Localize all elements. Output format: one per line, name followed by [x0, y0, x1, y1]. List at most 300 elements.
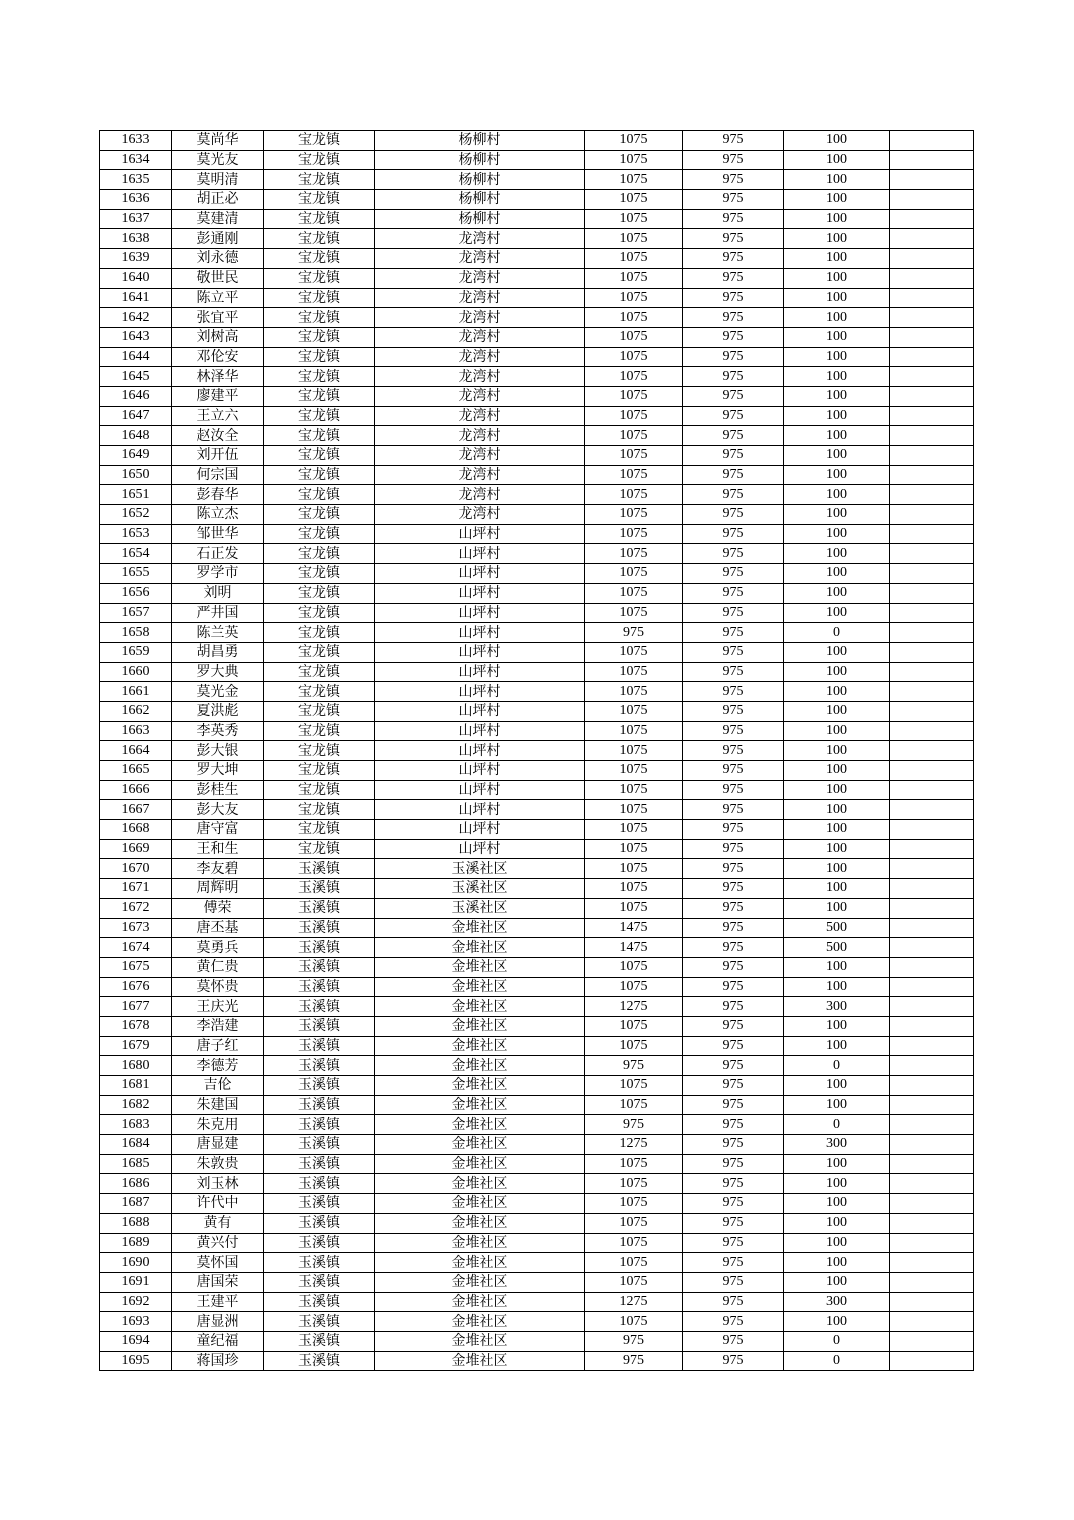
- difference-cell: 100: [784, 288, 890, 308]
- table-row: [100, 190, 974, 210]
- remark-cell: [890, 465, 974, 485]
- village-cell: 山坪村: [375, 642, 585, 662]
- village-cell: 杨柳村: [375, 190, 585, 210]
- name-cell: 李浩建: [172, 1016, 264, 1036]
- base-amount-cell: 975: [683, 977, 784, 997]
- name-cell: 彭春华: [172, 485, 264, 505]
- base-amount-cell: 975: [683, 446, 784, 466]
- row-number-cell: 1663: [100, 721, 172, 741]
- town-cell: 宝龙镇: [264, 131, 375, 151]
- base-amount-cell: 975: [683, 623, 784, 643]
- town-cell: 玉溪镇: [264, 1331, 375, 1351]
- village-cell: 金堆社区: [375, 1016, 585, 1036]
- base-amount-cell: 975: [683, 1174, 784, 1194]
- town-cell: 宝龙镇: [264, 406, 375, 426]
- base-amount-cell: 975: [683, 524, 784, 544]
- remark-cell: [890, 1036, 974, 1056]
- table-row: [100, 642, 974, 662]
- difference-cell: 100: [784, 1253, 890, 1273]
- remark-cell: [890, 170, 974, 190]
- difference-cell: 100: [784, 229, 890, 249]
- town-cell: 宝龙镇: [264, 662, 375, 682]
- village-cell: 金堆社区: [375, 1056, 585, 1076]
- remark-cell: [890, 839, 974, 859]
- base-amount-cell: 975: [683, 603, 784, 623]
- amount-cell: 1075: [585, 957, 683, 977]
- village-cell: 龙湾村: [375, 386, 585, 406]
- remark-cell: [890, 150, 974, 170]
- amount-cell: 975: [585, 623, 683, 643]
- village-cell: 山坪村: [375, 564, 585, 584]
- name-cell: 莫尚华: [172, 131, 264, 151]
- row-number-cell: 1641: [100, 288, 172, 308]
- table-row: [100, 879, 974, 899]
- table-row: [100, 131, 974, 151]
- table-row: [100, 957, 974, 977]
- row-number-cell: 1685: [100, 1154, 172, 1174]
- remark-cell: [890, 426, 974, 446]
- base-amount-cell: 975: [683, 1194, 784, 1214]
- difference-cell: 100: [784, 386, 890, 406]
- village-cell: 龙湾村: [375, 268, 585, 288]
- village-cell: 龙湾村: [375, 426, 585, 446]
- amount-cell: 1075: [585, 465, 683, 485]
- row-number-cell: 1646: [100, 386, 172, 406]
- village-cell: 杨柳村: [375, 209, 585, 229]
- base-amount-cell: 975: [683, 800, 784, 820]
- base-amount-cell: 975: [683, 938, 784, 958]
- table-row: [100, 1076, 974, 1096]
- difference-cell: 100: [784, 879, 890, 899]
- amount-cell: 1075: [585, 406, 683, 426]
- difference-cell: 100: [784, 1272, 890, 1292]
- row-number-cell: 1678: [100, 1016, 172, 1036]
- base-amount-cell: 975: [683, 761, 784, 781]
- name-cell: 黄仁贵: [172, 957, 264, 977]
- row-number-cell: 1683: [100, 1115, 172, 1135]
- amount-cell: 1075: [585, 347, 683, 367]
- village-cell: 龙湾村: [375, 367, 585, 387]
- amount-cell: 1075: [585, 288, 683, 308]
- village-cell: 金堆社区: [375, 1351, 585, 1371]
- difference-cell: 100: [784, 800, 890, 820]
- remark-cell: [890, 820, 974, 840]
- row-number-cell: 1689: [100, 1233, 172, 1253]
- base-amount-cell: 975: [683, 249, 784, 269]
- base-amount-cell: 975: [683, 1016, 784, 1036]
- difference-cell: 100: [784, 1036, 890, 1056]
- difference-cell: 100: [784, 1154, 890, 1174]
- remark-cell: [890, 406, 974, 426]
- remark-cell: [890, 564, 974, 584]
- difference-cell: 100: [784, 465, 890, 485]
- village-cell: 山坪村: [375, 583, 585, 603]
- difference-cell: 100: [784, 485, 890, 505]
- row-number-cell: 1656: [100, 583, 172, 603]
- base-amount-cell: 975: [683, 1115, 784, 1135]
- name-cell: 吉伦: [172, 1076, 264, 1096]
- amount-cell: 1075: [585, 446, 683, 466]
- table-row: [100, 1194, 974, 1214]
- amount-cell: 1475: [585, 938, 683, 958]
- remark-cell: [890, 957, 974, 977]
- difference-cell: 100: [784, 131, 890, 151]
- name-cell: 彭大银: [172, 741, 264, 761]
- table-row: [100, 583, 974, 603]
- town-cell: 玉溪镇: [264, 997, 375, 1017]
- difference-cell: 100: [784, 977, 890, 997]
- amount-cell: 1275: [585, 1135, 683, 1155]
- row-number-cell: 1666: [100, 780, 172, 800]
- remark-cell: [890, 741, 974, 761]
- base-amount-cell: 975: [683, 564, 784, 584]
- remark-cell: [890, 386, 974, 406]
- amount-cell: 1075: [585, 1174, 683, 1194]
- town-cell: 玉溪镇: [264, 938, 375, 958]
- remark-cell: [890, 780, 974, 800]
- amount-cell: 1075: [585, 1194, 683, 1214]
- amount-cell: 1075: [585, 977, 683, 997]
- amount-cell: 1075: [585, 820, 683, 840]
- name-cell: 罗大典: [172, 662, 264, 682]
- data-table: [99, 130, 974, 1371]
- base-amount-cell: 975: [683, 327, 784, 347]
- name-cell: 朱建国: [172, 1095, 264, 1115]
- amount-cell: 1075: [585, 682, 683, 702]
- town-cell: 玉溪镇: [264, 1135, 375, 1155]
- name-cell: 王立六: [172, 406, 264, 426]
- amount-cell: 1075: [585, 898, 683, 918]
- town-cell: 宝龙镇: [264, 150, 375, 170]
- base-amount-cell: 975: [683, 426, 784, 446]
- base-amount-cell: 975: [683, 1135, 784, 1155]
- row-number-cell: 1645: [100, 367, 172, 387]
- village-cell: 龙湾村: [375, 229, 585, 249]
- name-cell: 唐显建: [172, 1135, 264, 1155]
- name-cell: 刘明: [172, 583, 264, 603]
- difference-cell: 300: [784, 1135, 890, 1155]
- difference-cell: 0: [784, 1056, 890, 1076]
- town-cell: 宝龙镇: [264, 820, 375, 840]
- base-amount-cell: 975: [683, 131, 784, 151]
- amount-cell: 1075: [585, 426, 683, 446]
- row-number-cell: 1690: [100, 1253, 172, 1273]
- name-cell: 莫光金: [172, 682, 264, 702]
- name-cell: 彭桂生: [172, 780, 264, 800]
- name-cell: 唐子红: [172, 1036, 264, 1056]
- row-number-cell: 1684: [100, 1135, 172, 1155]
- remark-cell: [890, 918, 974, 938]
- town-cell: 宝龙镇: [264, 761, 375, 781]
- base-amount-cell: 975: [683, 485, 784, 505]
- table-row: [100, 505, 974, 525]
- town-cell: 宝龙镇: [264, 229, 375, 249]
- row-number-cell: 1674: [100, 938, 172, 958]
- row-number-cell: 1679: [100, 1036, 172, 1056]
- difference-cell: 500: [784, 918, 890, 938]
- town-cell: 宝龙镇: [264, 780, 375, 800]
- remark-cell: [890, 1154, 974, 1174]
- table-row: [100, 898, 974, 918]
- name-cell: 邹世华: [172, 524, 264, 544]
- amount-cell: 1075: [585, 800, 683, 820]
- row-number-cell: 1636: [100, 190, 172, 210]
- village-cell: 金堆社区: [375, 1253, 585, 1273]
- remark-cell: [890, 1056, 974, 1076]
- name-cell: 刘开伍: [172, 446, 264, 466]
- remark-cell: [890, 682, 974, 702]
- table-row: [100, 603, 974, 623]
- remark-cell: [890, 367, 974, 387]
- row-number-cell: 1650: [100, 465, 172, 485]
- village-cell: 金堆社区: [375, 997, 585, 1017]
- table-row: [100, 1312, 974, 1332]
- name-cell: 罗大坤: [172, 761, 264, 781]
- remark-cell: [890, 859, 974, 879]
- village-cell: 山坪村: [375, 780, 585, 800]
- town-cell: 宝龙镇: [264, 603, 375, 623]
- table-row: [100, 859, 974, 879]
- town-cell: 玉溪镇: [264, 957, 375, 977]
- remark-cell: [890, 190, 974, 210]
- town-cell: 玉溪镇: [264, 859, 375, 879]
- base-amount-cell: 975: [683, 229, 784, 249]
- town-cell: 宝龙镇: [264, 485, 375, 505]
- row-number-cell: 1692: [100, 1292, 172, 1312]
- amount-cell: 1075: [585, 642, 683, 662]
- table-row: [100, 485, 974, 505]
- name-cell: 李友碧: [172, 859, 264, 879]
- remark-cell: [890, 524, 974, 544]
- difference-cell: 100: [784, 642, 890, 662]
- town-cell: 宝龙镇: [264, 544, 375, 564]
- table-row: [100, 1115, 974, 1135]
- town-cell: 玉溪镇: [264, 1351, 375, 1371]
- name-cell: 邓伦安: [172, 347, 264, 367]
- base-amount-cell: 975: [683, 1331, 784, 1351]
- amount-cell: 1075: [585, 544, 683, 564]
- amount-cell: 1075: [585, 741, 683, 761]
- name-cell: 彭大友: [172, 800, 264, 820]
- amount-cell: 975: [585, 1115, 683, 1135]
- row-number-cell: 1667: [100, 800, 172, 820]
- village-cell: 山坪村: [375, 662, 585, 682]
- difference-cell: 100: [784, 1174, 890, 1194]
- town-cell: 玉溪镇: [264, 1076, 375, 1096]
- town-cell: 宝龙镇: [264, 800, 375, 820]
- village-cell: 金堆社区: [375, 1076, 585, 1096]
- table-row: [100, 1056, 974, 1076]
- town-cell: 宝龙镇: [264, 505, 375, 525]
- difference-cell: 100: [784, 898, 890, 918]
- base-amount-cell: 975: [683, 1213, 784, 1233]
- name-cell: 莫明清: [172, 170, 264, 190]
- remark-cell: [890, 249, 974, 269]
- village-cell: 龙湾村: [375, 446, 585, 466]
- village-cell: 龙湾村: [375, 485, 585, 505]
- base-amount-cell: 975: [683, 1036, 784, 1056]
- town-cell: 玉溪镇: [264, 879, 375, 899]
- village-cell: 金堆社区: [375, 1213, 585, 1233]
- difference-cell: 100: [784, 209, 890, 229]
- amount-cell: 1075: [585, 485, 683, 505]
- row-number-cell: 1681: [100, 1076, 172, 1096]
- name-cell: 赵汝全: [172, 426, 264, 446]
- row-number-cell: 1651: [100, 485, 172, 505]
- table-row: [100, 367, 974, 387]
- town-cell: 玉溪镇: [264, 1036, 375, 1056]
- base-amount-cell: 975: [683, 544, 784, 564]
- table-row: [100, 1095, 974, 1115]
- base-amount-cell: 975: [683, 1076, 784, 1096]
- difference-cell: 100: [784, 662, 890, 682]
- base-amount-cell: 975: [683, 662, 784, 682]
- difference-cell: 500: [784, 938, 890, 958]
- table-row: [100, 820, 974, 840]
- table-row: [100, 623, 974, 643]
- town-cell: 宝龙镇: [264, 701, 375, 721]
- village-cell: 金堆社区: [375, 1272, 585, 1292]
- row-number-cell: 1665: [100, 761, 172, 781]
- table-row: [100, 1036, 974, 1056]
- town-cell: 玉溪镇: [264, 1272, 375, 1292]
- amount-cell: 1075: [585, 268, 683, 288]
- name-cell: 石正发: [172, 544, 264, 564]
- base-amount-cell: 975: [683, 505, 784, 525]
- difference-cell: 100: [784, 150, 890, 170]
- table-row: [100, 268, 974, 288]
- table-row: [100, 1253, 974, 1273]
- row-number-cell: 1657: [100, 603, 172, 623]
- remark-cell: [890, 623, 974, 643]
- difference-cell: 0: [784, 1115, 890, 1135]
- row-number-cell: 1659: [100, 642, 172, 662]
- table-row: [100, 209, 974, 229]
- base-amount-cell: 975: [683, 701, 784, 721]
- name-cell: 莫怀贵: [172, 977, 264, 997]
- village-cell: 金堆社区: [375, 918, 585, 938]
- difference-cell: 100: [784, 761, 890, 781]
- village-cell: 金堆社区: [375, 1331, 585, 1351]
- table-row: [100, 1213, 974, 1233]
- difference-cell: 100: [784, 426, 890, 446]
- amount-cell: 1075: [585, 524, 683, 544]
- row-number-cell: 1687: [100, 1194, 172, 1214]
- name-cell: 莫勇兵: [172, 938, 264, 958]
- village-cell: 金堆社区: [375, 1135, 585, 1155]
- table-row: [100, 701, 974, 721]
- village-cell: 龙湾村: [375, 249, 585, 269]
- difference-cell: 100: [784, 544, 890, 564]
- village-cell: 金堆社区: [375, 1233, 585, 1253]
- amount-cell: 1075: [585, 249, 683, 269]
- difference-cell: 100: [784, 505, 890, 525]
- town-cell: 宝龙镇: [264, 327, 375, 347]
- row-number-cell: 1676: [100, 977, 172, 997]
- remark-cell: [890, 997, 974, 1017]
- difference-cell: 100: [784, 564, 890, 584]
- name-cell: 张宜平: [172, 308, 264, 328]
- amount-cell: 1075: [585, 367, 683, 387]
- name-cell: 蒋国珍: [172, 1351, 264, 1371]
- village-cell: 金堆社区: [375, 938, 585, 958]
- name-cell: 王建平: [172, 1292, 264, 1312]
- row-number-cell: 1682: [100, 1095, 172, 1115]
- village-cell: 金堆社区: [375, 1036, 585, 1056]
- table-row: [100, 308, 974, 328]
- row-number-cell: 1647: [100, 406, 172, 426]
- name-cell: 敬世民: [172, 268, 264, 288]
- base-amount-cell: 975: [683, 150, 784, 170]
- amount-cell: 1075: [585, 505, 683, 525]
- difference-cell: 100: [784, 170, 890, 190]
- difference-cell: 100: [784, 957, 890, 977]
- table-row: [100, 564, 974, 584]
- name-cell: 唐丕基: [172, 918, 264, 938]
- difference-cell: 100: [784, 268, 890, 288]
- table-row: [100, 997, 974, 1017]
- table-row: [100, 249, 974, 269]
- amount-cell: 1075: [585, 1253, 683, 1273]
- village-cell: 玉溪社区: [375, 898, 585, 918]
- name-cell: 李德芳: [172, 1056, 264, 1076]
- amount-cell: 1075: [585, 1213, 683, 1233]
- base-amount-cell: 975: [683, 367, 784, 387]
- row-number-cell: 1644: [100, 347, 172, 367]
- remark-cell: [890, 308, 974, 328]
- name-cell: 夏洪彪: [172, 701, 264, 721]
- table-row: [100, 741, 974, 761]
- remark-cell: [890, 1115, 974, 1135]
- row-number-cell: 1694: [100, 1331, 172, 1351]
- difference-cell: 100: [784, 741, 890, 761]
- name-cell: 陈兰英: [172, 623, 264, 643]
- row-number-cell: 1654: [100, 544, 172, 564]
- row-number-cell: 1640: [100, 268, 172, 288]
- town-cell: 宝龙镇: [264, 386, 375, 406]
- table-row: [100, 1351, 974, 1371]
- base-amount-cell: 975: [683, 918, 784, 938]
- table-row: [100, 347, 974, 367]
- amount-cell: 1075: [585, 1076, 683, 1096]
- remark-cell: [890, 544, 974, 564]
- name-cell: 刘永德: [172, 249, 264, 269]
- row-number-cell: 1686: [100, 1174, 172, 1194]
- difference-cell: 100: [784, 406, 890, 426]
- name-cell: 唐显洲: [172, 1312, 264, 1332]
- amount-cell: 1075: [585, 1272, 683, 1292]
- village-cell: 山坪村: [375, 701, 585, 721]
- table-body: [100, 131, 974, 1371]
- amount-cell: 1075: [585, 603, 683, 623]
- village-cell: 玉溪社区: [375, 879, 585, 899]
- base-amount-cell: 975: [683, 820, 784, 840]
- difference-cell: 100: [784, 721, 890, 741]
- table-row: [100, 150, 974, 170]
- table-row: [100, 1331, 974, 1351]
- amount-cell: 975: [585, 1056, 683, 1076]
- amount-cell: 1075: [585, 564, 683, 584]
- table-row: [100, 800, 974, 820]
- village-cell: 玉溪社区: [375, 859, 585, 879]
- difference-cell: 100: [784, 308, 890, 328]
- name-cell: 陈立杰: [172, 505, 264, 525]
- difference-cell: 100: [784, 1095, 890, 1115]
- remark-cell: [890, 1213, 974, 1233]
- row-number-cell: 1669: [100, 839, 172, 859]
- town-cell: 宝龙镇: [264, 682, 375, 702]
- remark-cell: [890, 898, 974, 918]
